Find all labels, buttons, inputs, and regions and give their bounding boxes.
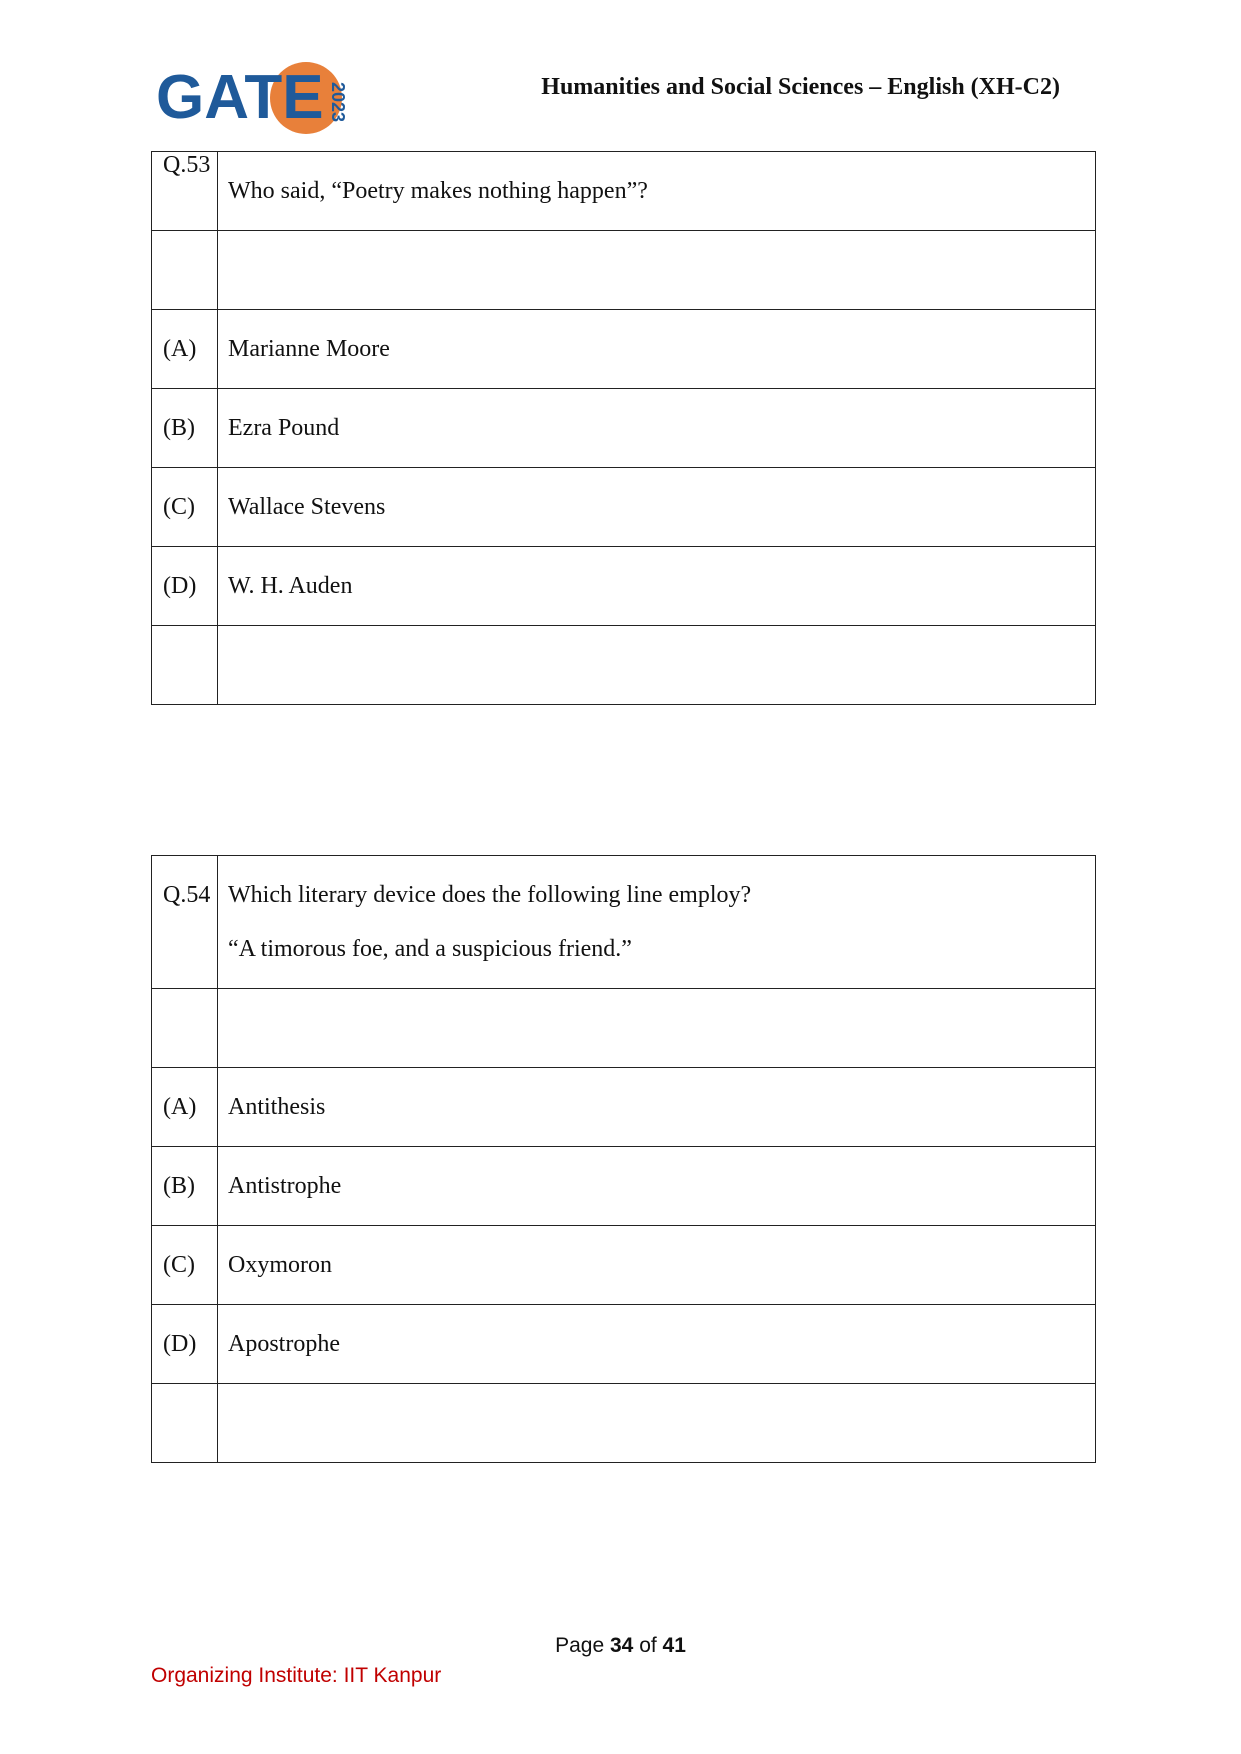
question-table-q54 bbox=[151, 855, 1096, 1463]
option-label: (B) bbox=[152, 389, 218, 468]
blank-row bbox=[152, 1384, 1096, 1463]
option-label: (A) bbox=[152, 310, 218, 389]
option-text: W. H. Auden bbox=[218, 547, 1096, 626]
question-table-q53 bbox=[151, 151, 1096, 705]
page-number: Page 34 of 41 bbox=[555, 1634, 686, 1657]
option-label: (C) bbox=[152, 468, 218, 547]
option-text: Apostrophe bbox=[218, 1305, 1096, 1384]
option-text: Ezra Pound bbox=[218, 389, 1096, 468]
question-text: Who said, “Poetry makes nothing happen”? bbox=[218, 152, 1096, 231]
page-title: Humanities and Social Sciences – English (XH-C2) bbox=[541, 74, 1060, 100]
option-text: Antithesis bbox=[218, 1068, 1096, 1147]
logo-text: GATE bbox=[156, 63, 324, 132]
option-label: (D) bbox=[152, 1305, 218, 1384]
question-row bbox=[152, 152, 1096, 231]
question-number: Q.54 bbox=[152, 856, 218, 989]
option-label: (B) bbox=[152, 1147, 218, 1226]
question-row bbox=[152, 856, 1096, 989]
option-label: (C) bbox=[152, 1226, 218, 1305]
option-row-b bbox=[152, 389, 1096, 468]
option-label: (D) bbox=[152, 547, 218, 626]
option-row-d bbox=[152, 547, 1096, 626]
option-row-a bbox=[152, 1068, 1096, 1147]
option-row-a bbox=[152, 310, 1096, 389]
option-text: Wallace Stevens bbox=[218, 468, 1096, 547]
question-number: Q.53 bbox=[152, 152, 218, 231]
organizing-institute: Organizing Institute: IIT Kanpur bbox=[151, 1664, 442, 1687]
option-row-b bbox=[152, 1147, 1096, 1226]
option-text: Antistrophe bbox=[218, 1147, 1096, 1226]
blank-row bbox=[152, 989, 1096, 1068]
blank-row bbox=[152, 626, 1096, 705]
option-label: (A) bbox=[152, 1068, 218, 1147]
option-text: Oxymoron bbox=[218, 1226, 1096, 1305]
option-row-d bbox=[152, 1305, 1096, 1384]
question-prompt: Which literary device does the following line employ? bbox=[228, 882, 752, 908]
question-quote: “A timorous foe, and a suspicious friend.” bbox=[228, 936, 632, 962]
blank-row bbox=[152, 231, 1096, 310]
option-row-c bbox=[152, 468, 1096, 547]
option-row-c bbox=[152, 1226, 1096, 1305]
option-text: Marianne Moore bbox=[218, 310, 1096, 389]
gate-2023-logo bbox=[156, 58, 356, 138]
question-text bbox=[218, 856, 1096, 989]
logo-year: 2023 bbox=[328, 82, 348, 123]
